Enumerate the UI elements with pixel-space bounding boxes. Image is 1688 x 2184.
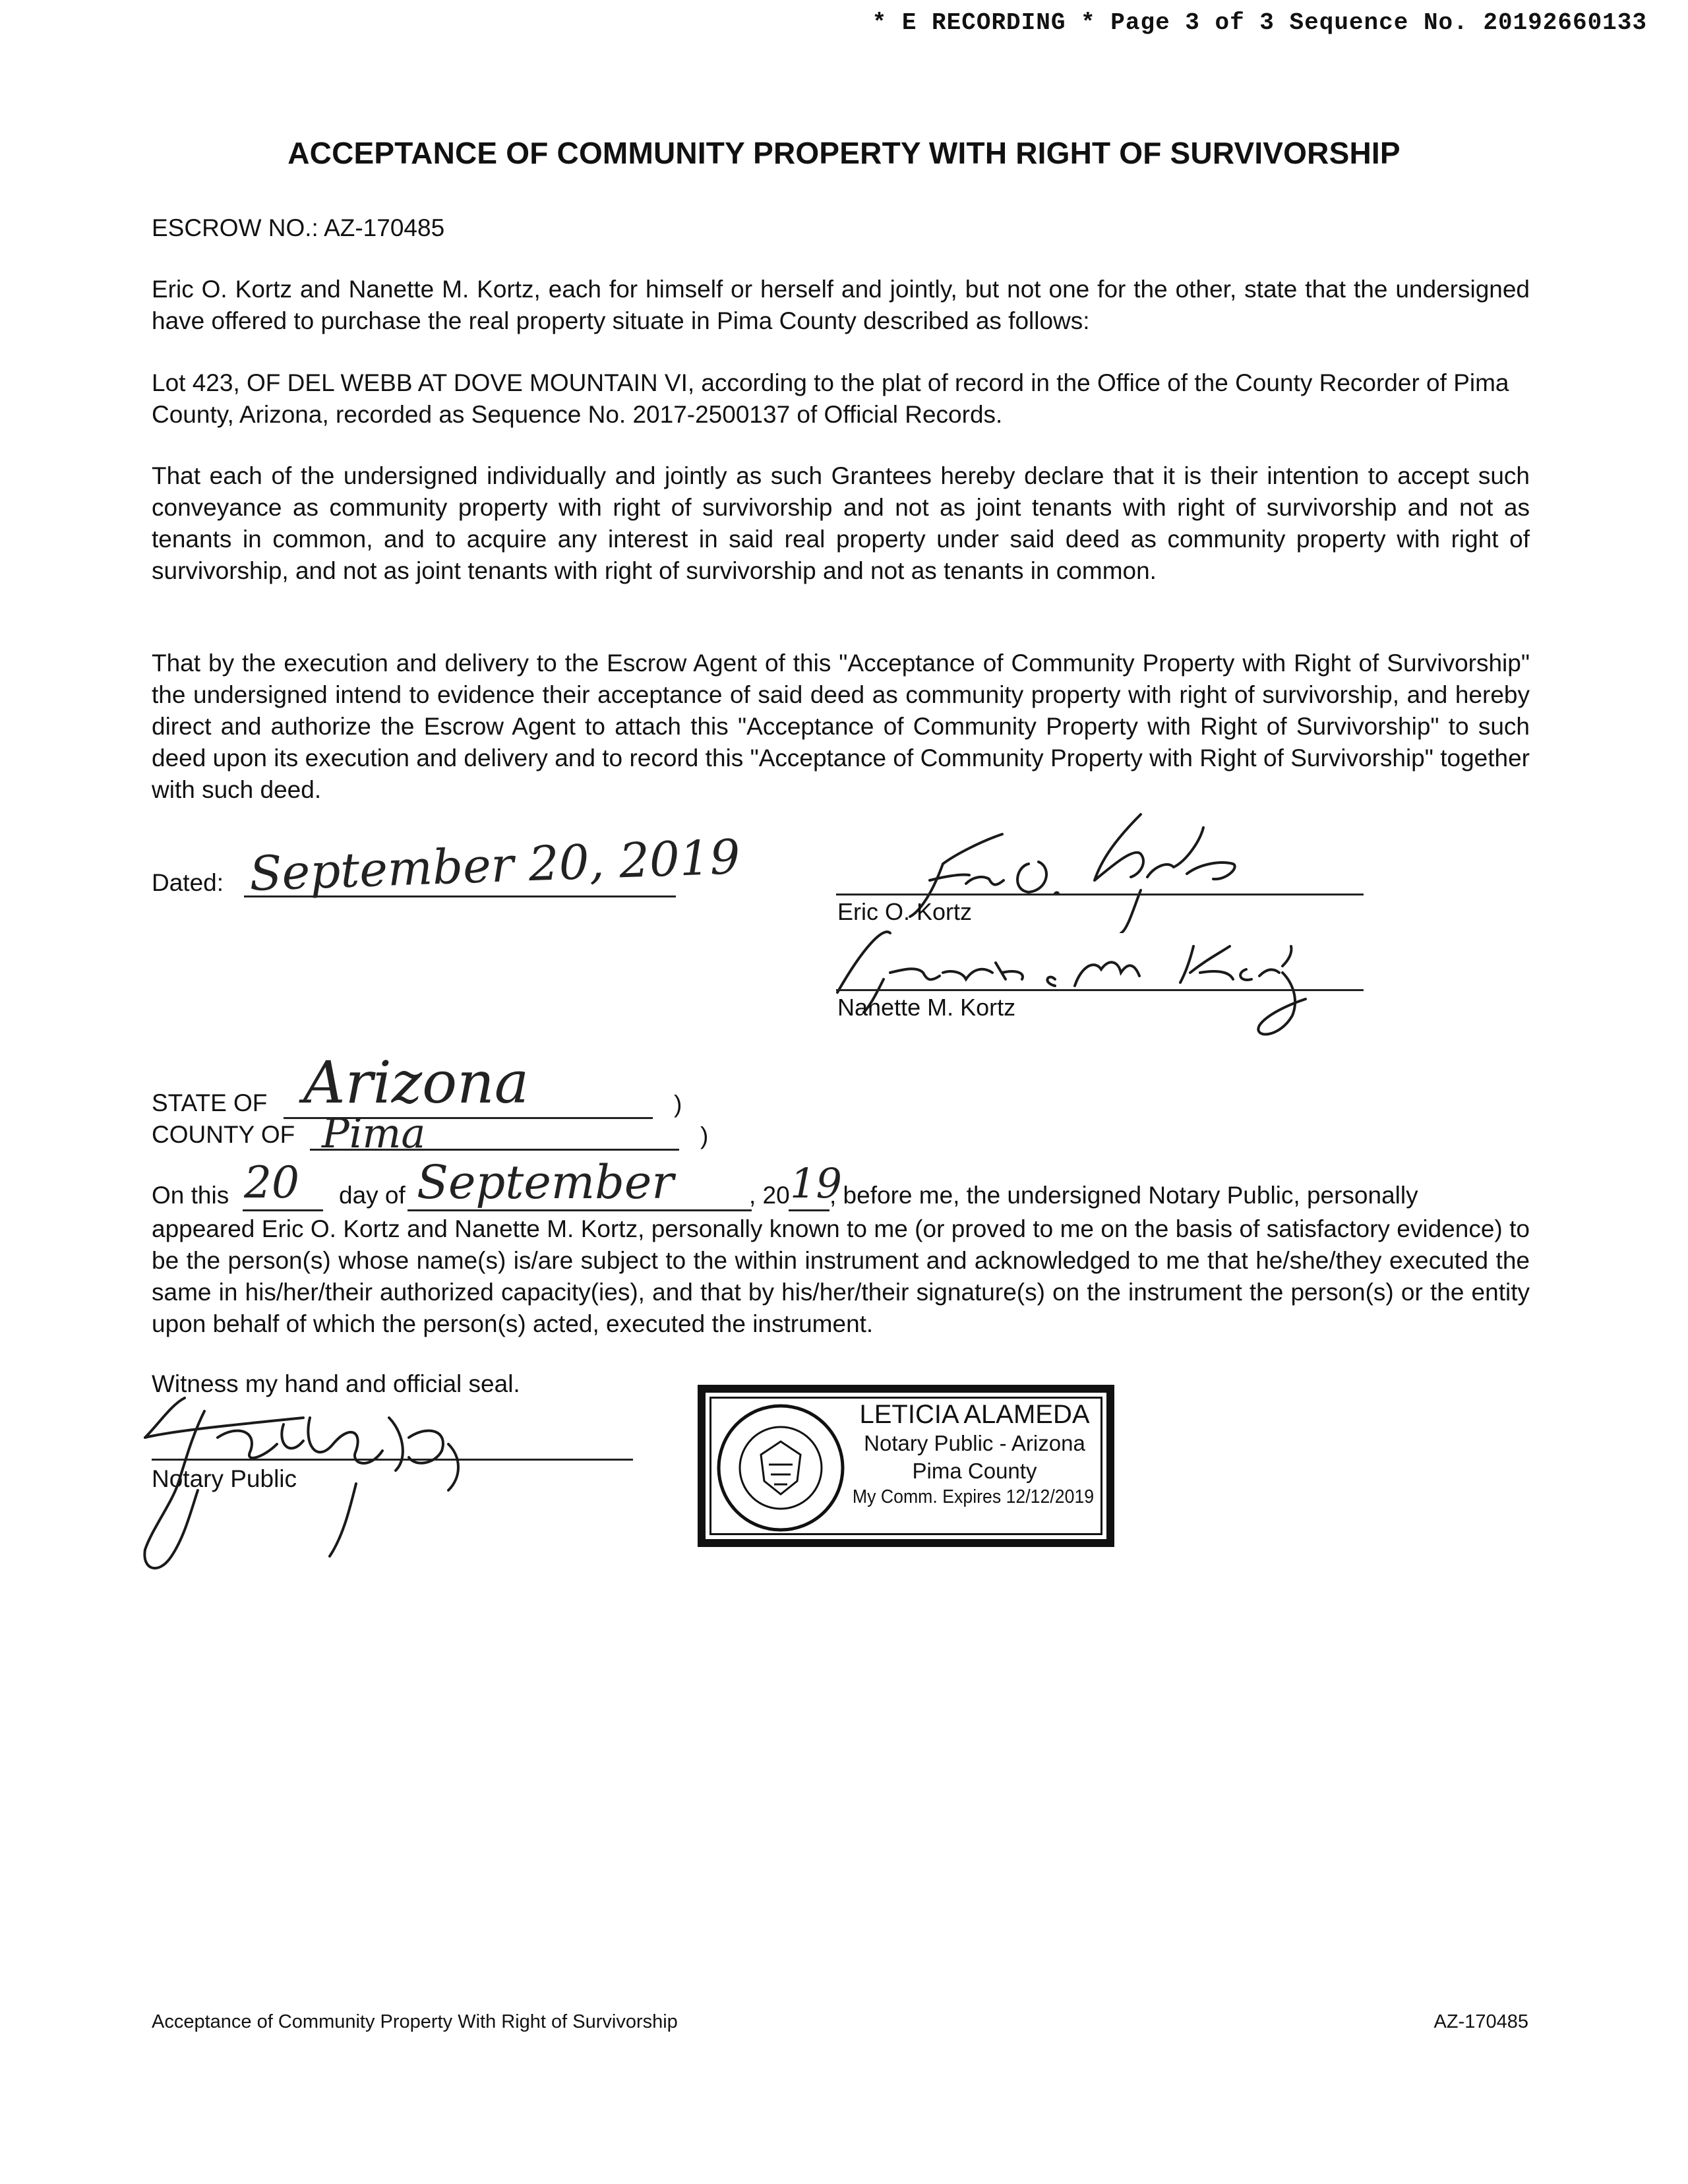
stamp-line3: Pima County <box>912 1459 1037 1483</box>
ack-year-handwritten: 19 <box>790 1159 842 1207</box>
footer-title: Acceptance of Community Property With Right of Survivorship <box>152 2011 678 2032</box>
county-handwritten: Pima <box>322 1109 426 1157</box>
ack-paragraph: appeared Eric O. Kortz and Nanette M. Kortz, personally known to me (or proved to me on the basis of satisfactory evidence) to be the person(s) whose name(s) is/are subject to the within instrument and acknowledged to me that he/she/they executed the same in his/her/their authorized capacity(ies), and that by his/her/their signature(s) on the instrument the person(s) or the entity upon behalf of which the person(s) acted, executed the instrument. <box>152 1215 1530 1337</box>
dated-handwritten: September 20, 2019 <box>248 829 741 901</box>
signer2-name: Nanette M. Kortz <box>837 994 1016 1021</box>
stamp-line2: Notary Public - Arizona <box>864 1431 1085 1455</box>
dated-label: Dated: <box>152 869 224 896</box>
footer-escrow: AZ-170485 <box>1433 2011 1528 2032</box>
notary-signature <box>106 1378 475 1583</box>
ack-month-line <box>407 1209 752 1211</box>
notary-public-label: Notary Public <box>152 1465 297 1492</box>
ack-on-this: On this <box>152 1182 229 1209</box>
notary-stamp <box>698 1385 1114 1547</box>
signer2-line <box>836 989 1364 991</box>
state-label: STATE OF <box>152 1089 268 1116</box>
paragraph-intention: That each of the undersigned individually and jointly as such Grantees hereby declare that it is their intention to accept such conveyance as community property with right of survivorship and not as joint tenants with right of survivorship and not as tenants in common, and to acquire any interest in said real property under said deed as community property with right of survivorship, and not as joint tenants with right of survivorship and not as tenants in common. <box>152 462 1530 584</box>
county-label: COUNTY OF <box>152 1121 295 1148</box>
witness-text: Witness my hand and official seal. <box>152 1370 520 1397</box>
signer1-line <box>836 894 1364 895</box>
arizona-seal-icon <box>715 1402 847 1534</box>
paragraph-execution: That by the execution and delivery to the Escrow Agent of this "Acceptance of Community Property with Right of Survivorship" the undersigned intend to evidence their acceptance of said deed as community property with right of survivorship, and hereby direct and authorize the Escrow Agent to attach this "Acceptance of Community Property with Right of Survivorship" to such deed upon its execution and delivery and to record this "Acceptance of Community Property with Right of Survivorship" together with such deed. <box>152 650 1530 803</box>
stamp-name: LETICIA ALAMEDA <box>859 1400 1090 1429</box>
paragraph-legal-description: Lot 423, OF DEL WEBB AT DOVE MOUNTAIN VI, according to the plat of record in the Office of the County Recorder of Pima County, Arizona, recorded as Sequence No. 2017-2500137 of Official Records. <box>152 369 1509 428</box>
signer1-name: Eric O. Kortz <box>837 898 973 925</box>
signature-nanette-kortz <box>824 907 1378 1058</box>
escrow-number: ESCROW NO.: AZ-170485 <box>152 214 445 241</box>
ack-month-handwritten: September <box>417 1155 674 1209</box>
ack-day-of: day of <box>339 1182 406 1209</box>
ack-year-prefix: , 20 <box>749 1182 790 1209</box>
paragraph-purchasers: Eric O. Kortz and Nanette M. Kortz, each for himself or herself and jointly, but not one for the other, state that the undersigned have offered to purchase the real property situate in Pima County described as follows: <box>152 276 1530 334</box>
ack-year-line <box>789 1209 829 1211</box>
recording-header: * E RECORDING * Page 3 of 3 Sequence No. 20192660133 <box>872 9 1647 36</box>
state-paren: ) <box>674 1091 682 1118</box>
state-handwritten: Arizona <box>303 1048 529 1116</box>
ack-day-line <box>243 1209 323 1211</box>
document-title: ACCEPTANCE OF COMMUNITY PROPERTY WITH RIGHT OF SURVIVORSHIP <box>287 136 1401 170</box>
county-paren: ) <box>700 1122 709 1149</box>
ack-line1-rest: , before me, the undersigned Notary Public, personally <box>829 1182 1418 1209</box>
stamp-line4: My Comm. Expires 12/12/2019 <box>852 1486 1095 1507</box>
ack-day-handwritten: 20 <box>244 1157 299 1208</box>
